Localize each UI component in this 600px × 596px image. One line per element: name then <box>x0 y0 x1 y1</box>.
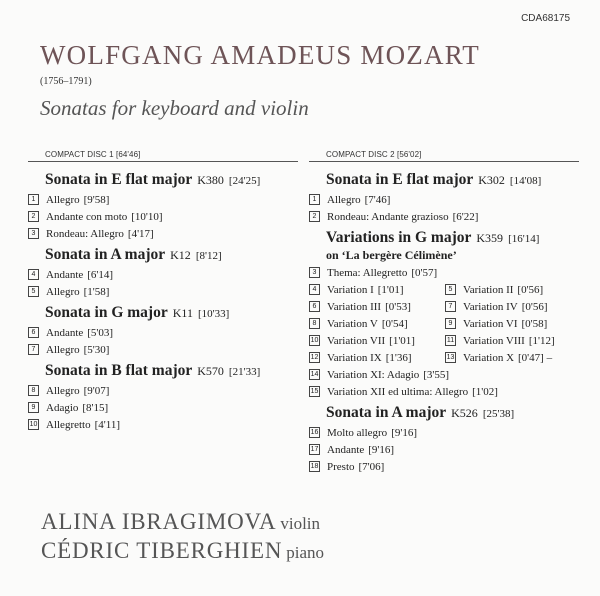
track <box>309 282 445 299</box>
track-number: 3 <box>28 228 39 239</box>
track-name: Variation V <box>327 318 378 330</box>
track-name: Allegro <box>46 194 80 206</box>
track-number: 1 <box>28 194 39 205</box>
disc-1-label: COMPACT DISC 1 <box>45 150 114 159</box>
track <box>309 333 445 350</box>
album-subtitle: Sonatas for keyboard and violin <box>40 96 309 120</box>
track-duration: [0'54] <box>381 318 408 330</box>
track-duration: [4'17] <box>127 228 154 240</box>
track-number: 8 <box>28 385 39 396</box>
track-number: 13 <box>446 353 455 361</box>
track-name: Variation VI <box>463 318 518 330</box>
track-name: Variation XII ed ultima: Allegro <box>327 386 469 398</box>
track-number: 8 <box>309 318 320 329</box>
work-duration: [21'33] <box>228 366 261 378</box>
work-title: Sonata in E flat major <box>45 171 193 188</box>
work-duration: [24'25] <box>228 175 261 187</box>
track-duration: [9'58] <box>83 194 110 206</box>
track <box>309 384 579 401</box>
work-duration: [8'12] <box>195 250 222 262</box>
disc-1-duration: [64'46] <box>116 150 141 159</box>
track <box>28 342 298 359</box>
track-name: Thema: Allegretto <box>327 267 408 279</box>
track-number: 6 <box>309 301 320 312</box>
track <box>28 417 298 434</box>
track <box>28 284 298 301</box>
work-heading <box>309 229 579 248</box>
track-pair <box>309 333 579 350</box>
track-number: 9 <box>28 402 39 413</box>
work-duration: [10'33] <box>197 308 230 320</box>
track-number: 1 <box>309 194 320 205</box>
composer-dates: (1756–1791) <box>40 76 92 87</box>
work-heading <box>28 246 298 265</box>
track-name: Variation VII <box>327 335 386 347</box>
track-name: Variation II <box>463 284 514 296</box>
work-k380 <box>28 171 298 243</box>
work-subtitle: on ‘La bergère Célimène’ <box>326 248 457 262</box>
track-name: Variation X <box>463 352 515 364</box>
track-duration: [7'06] <box>358 461 385 473</box>
track <box>28 209 298 226</box>
work-title: Sonata in E flat major <box>326 171 474 188</box>
track <box>445 352 552 364</box>
disc-1-tracklist <box>28 150 298 434</box>
track-number: 10 <box>310 336 319 344</box>
work-catalog: K359 <box>476 231 504 245</box>
track-duration: [0'58] <box>521 318 548 330</box>
track <box>309 367 579 384</box>
track-name: Andante <box>46 327 84 339</box>
track-duration: [10'10] <box>131 211 163 223</box>
work-title: Sonata in G major <box>45 304 168 321</box>
track-name: Molto allegro <box>327 427 388 439</box>
track-name: Allegro <box>46 385 80 397</box>
track-duration: [3'55] <box>423 369 450 381</box>
track-name: Variation III <box>327 301 382 313</box>
track-duration: [6'14] <box>87 269 114 281</box>
track-number: 2 <box>28 211 39 222</box>
track <box>445 284 543 296</box>
disc-1-header <box>28 150 298 162</box>
track-duration: [0'53] <box>385 301 411 313</box>
track <box>445 335 555 347</box>
track <box>28 383 298 400</box>
track-number: 9 <box>445 318 456 329</box>
track-duration: [0'56] <box>517 284 544 296</box>
work-k12 <box>28 246 298 301</box>
work-catalog: K570 <box>197 364 224 378</box>
track-duration: [9'16] <box>391 427 417 439</box>
track <box>28 400 298 417</box>
performer-role: piano <box>286 543 325 562</box>
work-k359 <box>309 229 579 401</box>
track-duration: [5'30] <box>83 344 110 356</box>
work-duration: [14'08] <box>509 175 542 187</box>
work-k570 <box>28 362 298 434</box>
track-number: 11 <box>446 336 455 344</box>
work-catalog: K302 <box>478 173 505 187</box>
work-title: Variations in G major <box>326 229 472 246</box>
track-number: 4 <box>309 284 320 295</box>
track-name: Variation VIII <box>463 335 525 347</box>
track <box>309 442 579 459</box>
work-heading <box>28 362 298 381</box>
track-name: Andante <box>46 269 84 281</box>
track <box>28 267 298 284</box>
work-heading <box>28 171 298 190</box>
work-heading <box>309 404 579 423</box>
track <box>28 192 298 209</box>
performer-violin <box>41 509 320 535</box>
track-duration: [0'56] <box>521 301 548 313</box>
track-number: 7 <box>28 344 39 355</box>
track-name: Variation IX <box>327 352 382 364</box>
track <box>445 301 548 313</box>
track-number: 14 <box>310 370 319 378</box>
work-heading <box>309 171 579 190</box>
track-duration: [5'03] <box>87 327 114 339</box>
track <box>309 316 445 333</box>
performer-role: violin <box>280 514 321 533</box>
work-duration: [16'14] <box>508 233 540 245</box>
track-number: 5 <box>28 286 39 297</box>
track <box>309 192 579 209</box>
track-number: 4 <box>28 269 39 280</box>
work-k11 <box>28 304 298 359</box>
track-name: Presto <box>327 461 355 473</box>
track-number: 7 <box>445 301 456 312</box>
track-name: Rondeau: Allegro <box>46 228 124 240</box>
catalog-number: CDA68175 <box>521 13 570 24</box>
track-name: Allegretto <box>46 419 91 431</box>
track-pair <box>309 299 579 316</box>
track-number: 16 <box>310 428 319 436</box>
track-duration: [1'58] <box>83 286 110 298</box>
track-name: Rondeau: Andante grazioso <box>327 211 449 223</box>
disc-2-header <box>309 150 579 162</box>
track-pair <box>309 282 579 299</box>
track <box>445 318 547 330</box>
track-number: 6 <box>28 327 39 338</box>
work-k526 <box>309 404 579 476</box>
track <box>28 226 298 243</box>
track-duration: [4'11] <box>94 419 121 431</box>
track-duration: [9'16] <box>368 444 395 456</box>
work-catalog: K12 <box>170 248 191 262</box>
track-duration: [1'02] <box>472 386 498 398</box>
disc-2-duration: [56'02] <box>397 150 422 159</box>
track <box>309 299 445 316</box>
track <box>28 325 298 342</box>
track-number: 2 <box>309 211 320 222</box>
track-duration: [1'01] <box>377 284 404 296</box>
track <box>309 265 579 282</box>
work-catalog: K380 <box>197 173 224 187</box>
work-catalog: K11 <box>172 306 193 320</box>
track-pair <box>309 316 579 333</box>
track-number: 3 <box>309 267 320 278</box>
work-k302 <box>309 171 579 226</box>
track-pair <box>309 350 579 367</box>
track-number: 17 <box>310 445 319 453</box>
disc-2-tracklist <box>309 150 579 476</box>
performer-piano <box>41 538 324 564</box>
track-name: Andante <box>327 444 365 456</box>
work-duration: [25'38] <box>482 408 515 420</box>
track <box>309 425 579 442</box>
track-number: 10 <box>29 420 38 428</box>
track-duration: [6'22] <box>452 211 479 223</box>
track-duration: [1'36] <box>385 352 412 364</box>
track <box>309 350 445 367</box>
track-name: Allegro <box>327 194 361 206</box>
track-duration: [1'01] <box>389 335 415 347</box>
track-number: 18 <box>310 462 319 470</box>
work-heading <box>28 304 298 323</box>
track-number: 12 <box>310 353 319 361</box>
track-name: Allegro <box>46 286 80 298</box>
track-duration: [7'46] <box>364 194 391 206</box>
disc-2-label: COMPACT DISC 2 <box>326 150 395 159</box>
track-name: Allegro <box>46 344 80 356</box>
track-name: Andante con moto <box>46 211 128 223</box>
track-duration: [0'57] <box>411 267 438 279</box>
track <box>309 209 579 226</box>
track-duration: [9'07] <box>83 385 110 397</box>
work-title: Sonata in A major <box>326 404 447 421</box>
work-title: Sonata in A major <box>45 246 166 263</box>
track-name: Variation XI: Adagio <box>327 369 420 381</box>
track-duration: [0'47] – <box>518 352 553 364</box>
performer-name: ALINA IBRAGIMOVA <box>41 509 277 534</box>
performer-name: CÉDRIC TIBERGHIEN <box>41 538 283 563</box>
track-name: Variation I <box>327 284 374 296</box>
track-duration: [8'15] <box>82 402 109 414</box>
track-duration: [1'12] <box>528 335 555 347</box>
work-title: Sonata in B flat major <box>45 362 193 379</box>
track-number: 15 <box>310 387 319 395</box>
track <box>309 459 579 476</box>
composer-name: WOLFGANG AMADEUS MOZART <box>40 40 480 70</box>
work-catalog: K526 <box>451 406 478 420</box>
track-number: 5 <box>445 284 456 295</box>
track-name: Adagio <box>46 402 79 414</box>
track-name: Variation IV <box>463 301 518 313</box>
